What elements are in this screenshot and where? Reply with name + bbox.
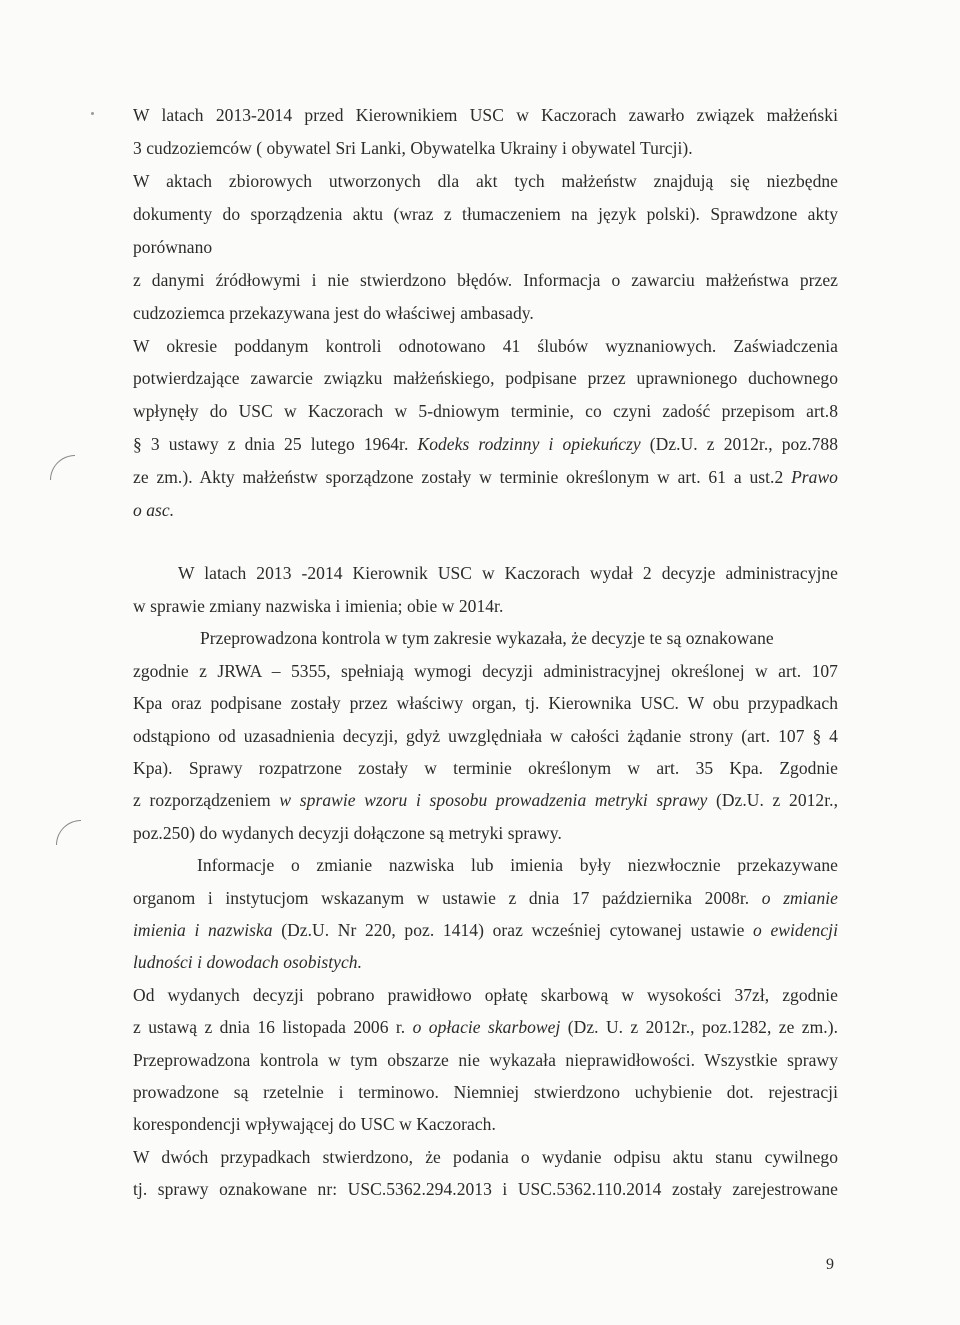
text-segment: poz.250) do wydanych decyzji dołączone są metryki sprawy. [133,823,562,843]
text-segment: W latach 2013-2014 przed Kierownikiem USC w Kaczorach zawarło związek małżeński [133,105,838,125]
text-line [133,887,838,909]
italic-citation: ludności i dowodach osobistych. [133,952,363,972]
text-line [178,562,838,584]
text-segment: cudzoziemca przekazywana jest do właściwej ambasady. [133,303,534,323]
italic-citation: o ewidencji [753,920,838,940]
text-segment: (Dz.U. z 2012r., poz.788 [640,434,838,454]
text-segment: tj. sprawy oznakowane nr: USC.5362.294.2013 i USC.5362.110.2014 zostały zarejestrowane [133,1179,838,1199]
text-segment: porównano [133,237,213,257]
text-segment: z danymi źródłowymi i nie stwierdzono błędów. Informacja o zawarciu małżeństwa przez [133,270,838,290]
text-segment: (Dz.U. z 2012r., [707,790,838,810]
text-line [133,1049,838,1071]
scan-fold-mark [50,455,75,480]
text-segment: (Dz.U. Nr 220, poz. 1414) oraz wcześniej cytowanej ustawie [272,920,754,940]
text-line [133,203,838,225]
text-line [133,789,838,811]
text-segment: prowadzone są rzetelnie i terminowo. Niemniej stwierdzono uchybienie dot. rejestracji [133,1082,838,1102]
italic-citation: Kodeks rodzinny i opiekuńczy [417,434,641,454]
text-segment: § 3 ustawy z dnia 25 lutego 1964r. [133,434,418,454]
text-line [133,137,838,159]
text-line [133,1081,838,1103]
text-line [133,499,838,521]
text-segment: W dwóch przypadkach stwierdzono, że podania o wydanie odpisu aktu stanu cywilnego [133,1147,838,1167]
text-segment: Przeprowadzona kontrola w tym zakresie wykazała, że decyzje te są oznakowane [200,628,774,648]
text-line [133,335,838,357]
text-line [133,984,838,1006]
text-line [133,1016,838,1038]
text-line [197,854,838,876]
text-segment: W aktach zbiorowych utworzonych dla akt tych małżeństw znajdują się niezbędne [133,171,838,191]
text-segment: W okresie poddanym kontroli odnotowano 41 ślubów wyznaniowych. Zaświadczenia [133,336,838,356]
text-segment: (Dz. U. z 2012r., poz.1282, ze zm.). [560,1017,838,1037]
text-segment: zgodnie z JRWA – 5355, spełniają wymogi decyzji administracyjnej określonej w art. 107 [133,661,838,681]
text-segment: wpłynęły do USC w Kaczorach w 5-dniowym terminie, co czyni zadość przepisom art.8 [133,401,838,421]
text-segment: Kpa oraz podpisane zostały przez właściwy organ, tj. Kierownika USC. W obu przypadkach [133,693,838,713]
text-line [133,822,838,844]
text-segment: w sprawie zmiany nazwiska i imienia; obie w 2014r. [133,596,504,616]
text-segment: Przeprowadzona kontrola w tym obszarze nie wykazała nieprawidłowości. Wszystkie sprawy [133,1050,838,1070]
italic-citation: o asc. [133,500,175,520]
text-line [133,725,838,747]
text-line [133,660,838,682]
page-number: 9 [826,1256,834,1273]
italic-citation: o zmianie [761,888,838,908]
text-line [133,302,838,324]
scan-speck [91,112,94,115]
text-segment: odstąpiono od uzasadnienia decyzji, gdyż uwzględniała w całości żądanie strony (art. 107 § 4 [133,726,838,746]
text-line [133,1178,838,1200]
text-segment: potwierdzające zawarcie związku małżeńskiego, podpisane przez uprawnionego duchownego [133,368,838,388]
scan-fold-mark [56,820,81,845]
text-line [133,367,838,389]
text-line [133,919,838,941]
text-segment: Kpa). Sprawy rozpatrzone zostały w terminie określonym w art. 35 Kpa. Zgodnie [133,758,838,778]
text-line [133,236,838,258]
text-line [133,400,838,422]
text-line [133,466,838,488]
text-segment: z rozporządzeniem [133,790,280,810]
text-line [133,951,838,973]
text-segment: korespondencji wpływającej do USC w Kaczorach. [133,1114,496,1134]
italic-citation: imienia i nazwiska [133,920,273,940]
text-segment: Informacje o zmianie nazwiska lub imienia były niezwłocznie przekazywane [197,855,838,875]
text-line [133,1113,838,1135]
text-segment: dokumenty do sporządzenia aktu (wraz z tłumaczeniem na język polski). Sprawdzone akty [133,204,838,224]
text-segment: 3 cudzoziemców ( obywatel Sri Lanki, Obywatelka Ukrainy i obywatel Turcji). [133,138,693,158]
text-line [133,104,838,126]
text-segment: z ustawą z dnia 16 listopada 2006 r. [133,1017,413,1037]
text-line [133,757,838,779]
italic-citation: w sprawie wzoru i sposobu prowadzenia metryki sprawy [279,790,708,810]
text-segment: organom i instytucjom wskazanym w ustawie z dnia 17 października 2008r. [133,888,762,908]
text-line [200,627,838,649]
text-segment: Od wydanych decyzji pobrano prawidłowo opłatę skarbową w wysokości 37zł, zgodnie [133,985,838,1005]
italic-citation: Prawo [791,467,838,487]
text-line [133,433,838,455]
italic-citation: o opłacie skarbowej [412,1017,561,1037]
text-line [133,595,838,617]
text-line [133,170,838,192]
text-line [133,269,838,291]
text-segment: ze zm.). Akty małżeństw sporządzone zostały w terminie określonym w art. 61 a ust.2 [133,467,792,487]
text-segment: W latach 2013 -2014 Kierownik USC w Kaczorach wydał 2 decyzje administracyjne [178,563,838,583]
text-line [133,692,838,714]
text-line [133,1146,838,1168]
